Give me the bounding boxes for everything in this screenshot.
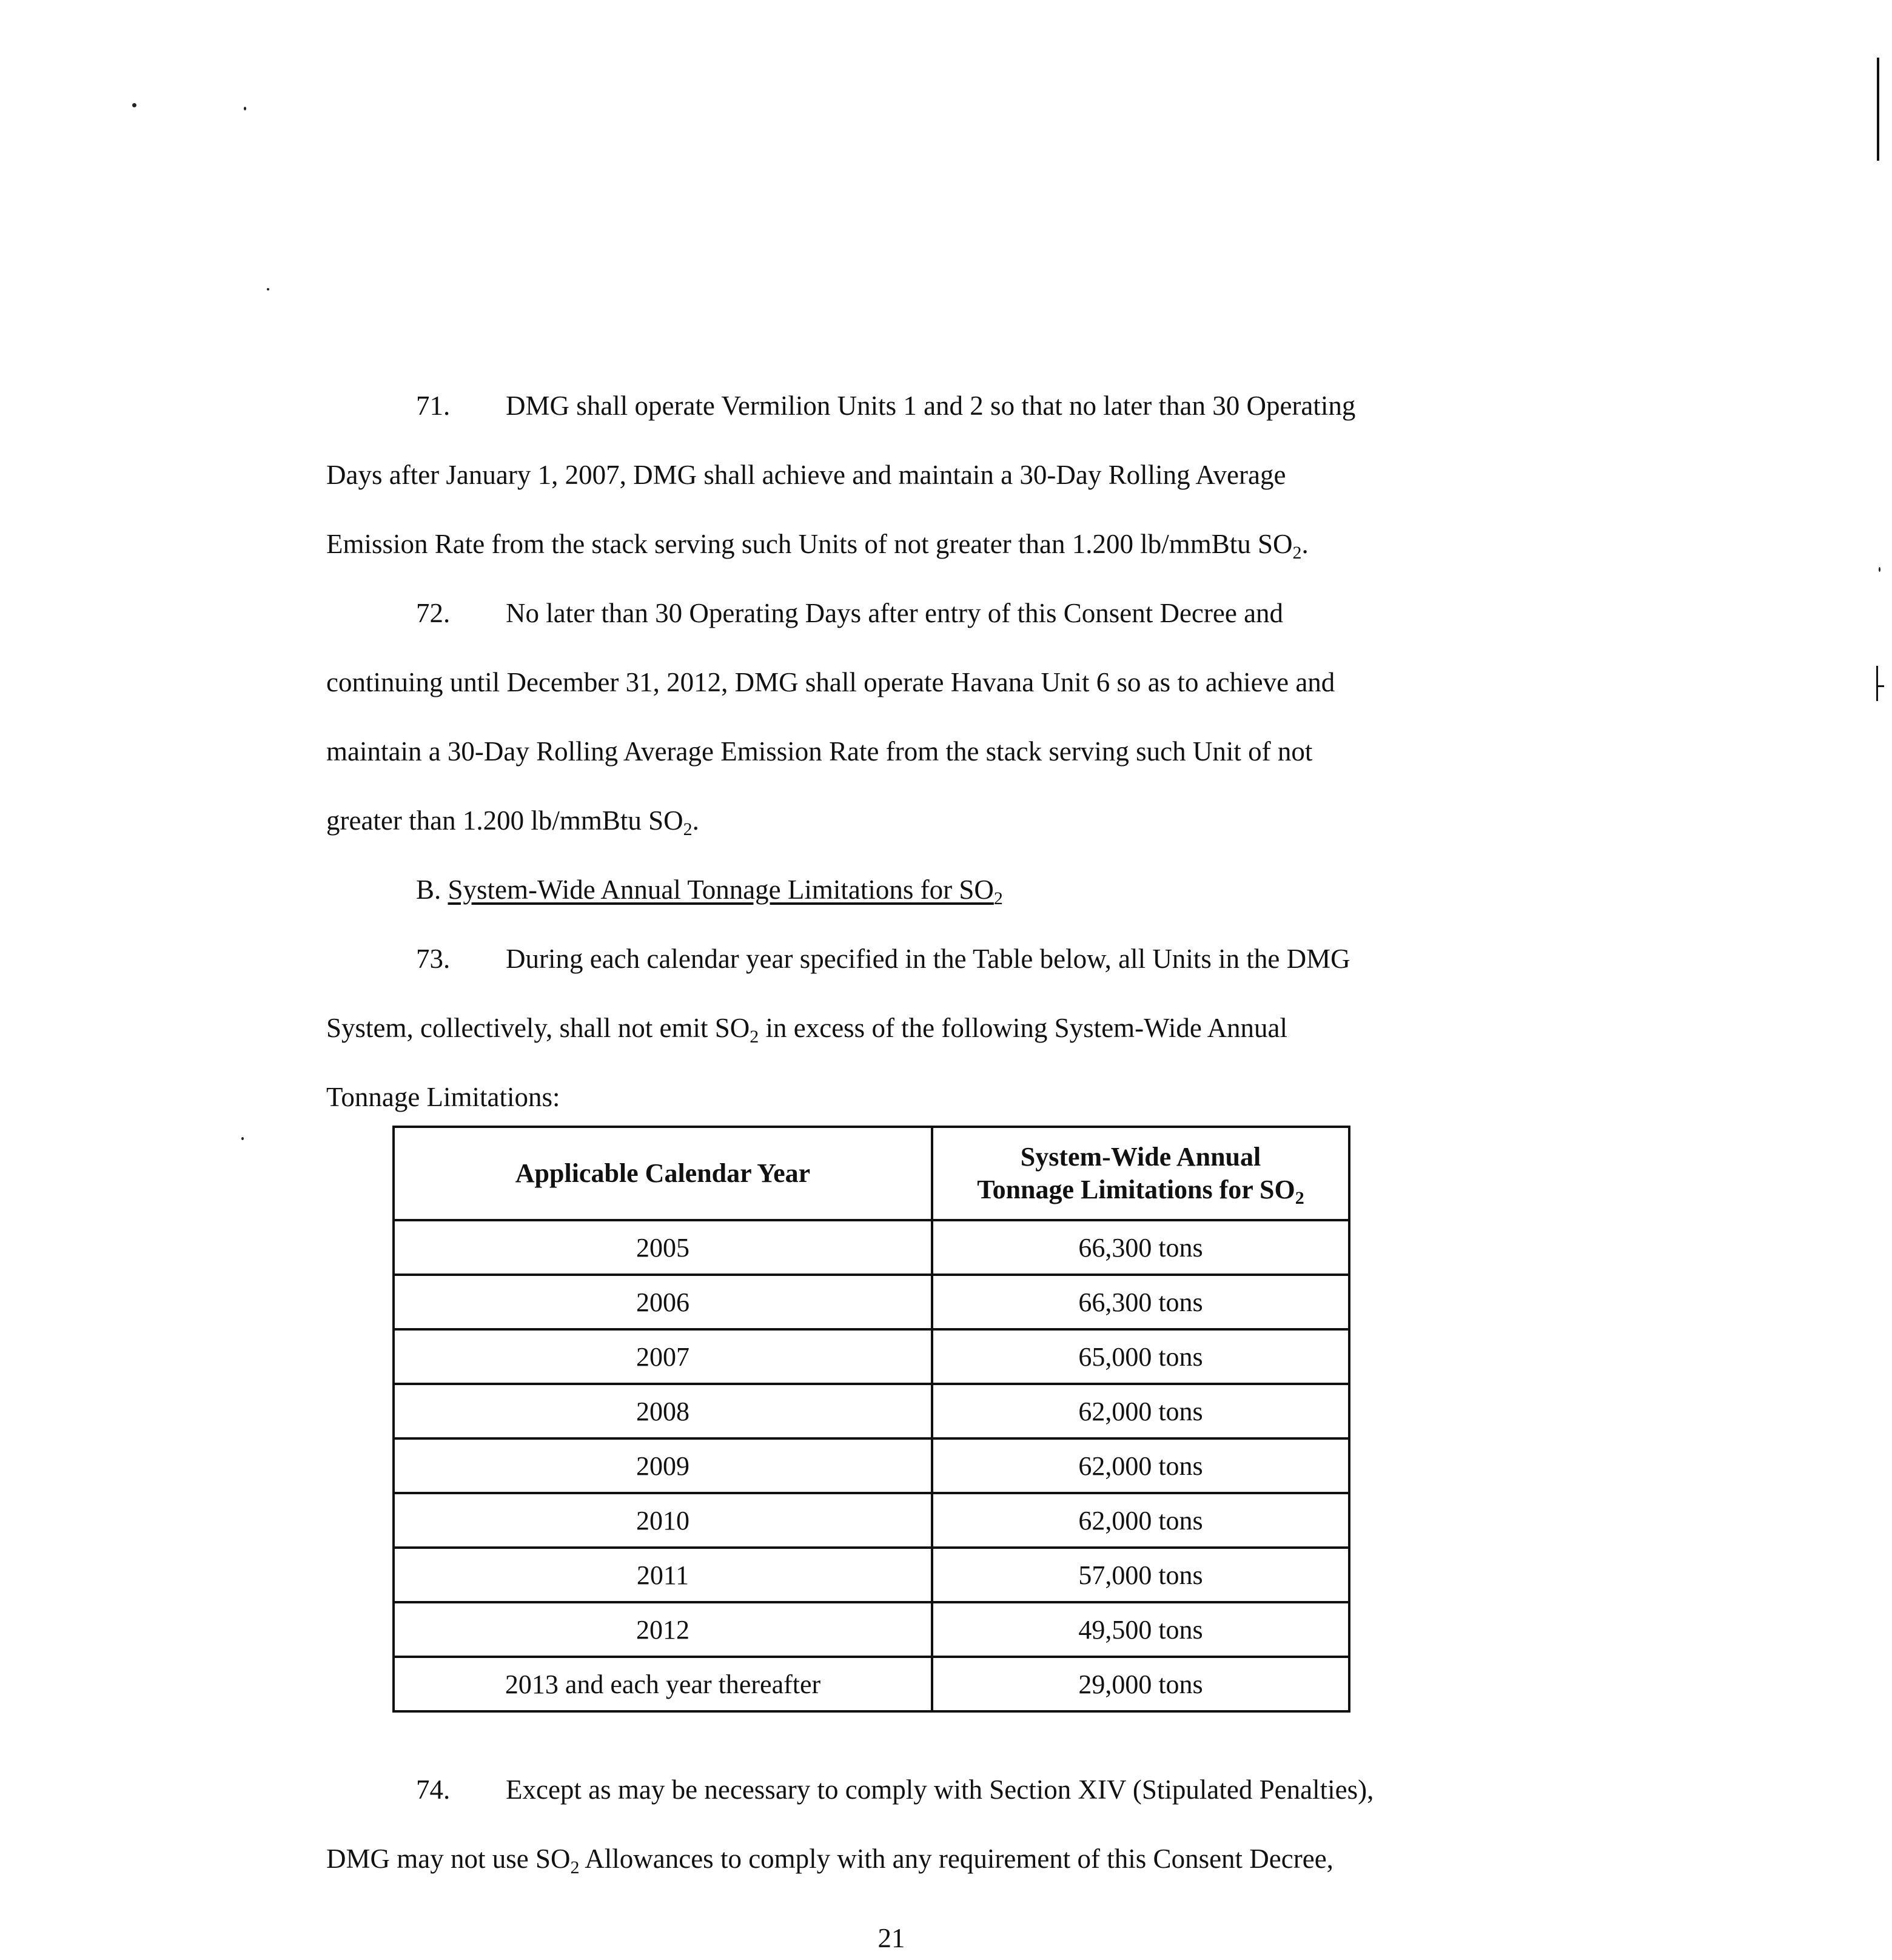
year-cell: 2013 and each year thereafter — [394, 1657, 932, 1711]
paragraph-number: 74. — [416, 1774, 451, 1805]
paragraph-72-line: maintain a 30-Day Rolling Average Emission Rate from the stack serving such Unit of not — [326, 736, 1313, 767]
table-row — [394, 1657, 1349, 1711]
table-row — [394, 1438, 1349, 1493]
paragraph-73: 73. During each calendar year specified in the Table below, all Units in the DMG — [326, 924, 1442, 993]
page-number: 21 — [877, 1923, 905, 1953]
limit-cell: 62,000 tons — [932, 1493, 1349, 1548]
year-cell: 2007 — [394, 1329, 932, 1384]
limit-cell: 66,300 tons — [932, 1275, 1349, 1329]
limit-cell: 29,000 tons — [932, 1657, 1349, 1711]
paragraph-number: 72. — [416, 598, 451, 628]
year-cell: 2011 — [394, 1548, 932, 1602]
section-heading-b: B. System-Wide Annual Tonnage Limitations for $SO_2$ — [416, 874, 1003, 908]
paragraph-72-line: greater than 1.200 lb/mmBtu $SO_2$. — [326, 805, 699, 839]
limit-cell: 62,000 tons — [932, 1384, 1349, 1438]
paragraph-74: 74. Except as may be necessary to comply with Section XIV (Stipulated Penalties), — [326, 1755, 1442, 1824]
table-row — [394, 1602, 1349, 1657]
scan-speck — [241, 1137, 244, 1140]
year-cell: 2012 — [394, 1602, 932, 1657]
scan-speck — [244, 107, 246, 110]
body-text-upper — [326, 371, 1442, 1132]
paragraph-72-line: continuing until December 31, 2012, DMG shall operate Havana Unit 6 so as to achieve and — [326, 667, 1335, 697]
paragraph-71-line: Emission Rate from the stack serving such Units of not greater than 1.200 lb/mmBtu $SO_2$. — [326, 529, 1309, 563]
paragraph-number: 73. — [416, 944, 451, 974]
paragraph-72: 72. No later than 30 Operating Days after entry of this Consent Decree and — [326, 579, 1442, 648]
scan-speck — [1879, 567, 1880, 572]
year-cell: 2010 — [394, 1493, 932, 1548]
year-cell: 2006 — [394, 1275, 932, 1329]
table-row — [394, 1329, 1349, 1384]
revision-mark — [1878, 685, 1884, 687]
limit-cell: 49,500 tons — [932, 1602, 1349, 1657]
table-row — [394, 1275, 1349, 1329]
paragraph-71: 71. DMG shall operate Vermilion Units 1 and 2 so that no later than 30 Operating — [326, 371, 1442, 440]
paragraph-73-line: System, collectively, shall not emit $SO_2$ in excess of the following System-Wide Annual — [326, 1013, 1288, 1047]
col-header-year: Applicable Calendar Year — [394, 1127, 932, 1220]
tonnage-limits-table — [392, 1126, 1350, 1713]
table-row — [394, 1384, 1349, 1438]
table-row — [394, 1548, 1349, 1602]
paragraph-number: 71. — [416, 391, 451, 421]
scan-speck — [267, 288, 269, 290]
scan-speck — [132, 103, 136, 107]
paragraph-74-line: DMG may not use $SO_2$ Allowances to comply with any requirement of this Consent Decree, — [326, 1844, 1333, 1878]
paragraph-71-line: Days after January 1, 2007, DMG shall achieve and maintain a 30-Day Rolling Average — [326, 460, 1286, 490]
limit-cell: 62,000 tons — [932, 1438, 1349, 1493]
year-cell: 2005 — [394, 1220, 932, 1275]
paragraph-73-line: Tonnage Limitations: — [326, 1082, 560, 1112]
table-row — [394, 1220, 1349, 1275]
year-cell: 2008 — [394, 1384, 932, 1438]
revision-bar — [1877, 58, 1879, 161]
revision-mark — [1876, 666, 1878, 701]
body-text-lower — [326, 1755, 1442, 1893]
limit-cell: 65,000 tons — [932, 1329, 1349, 1384]
year-cell: 2009 — [394, 1438, 932, 1493]
col-header-limit: System-Wide Annual Tonnage Limitations for $SO_2$ — [932, 1127, 1349, 1220]
limit-cell: 57,000 tons — [932, 1548, 1349, 1602]
table-header-row — [394, 1127, 1349, 1220]
limit-cell: 66,300 tons — [932, 1220, 1349, 1275]
table-row — [394, 1493, 1349, 1548]
